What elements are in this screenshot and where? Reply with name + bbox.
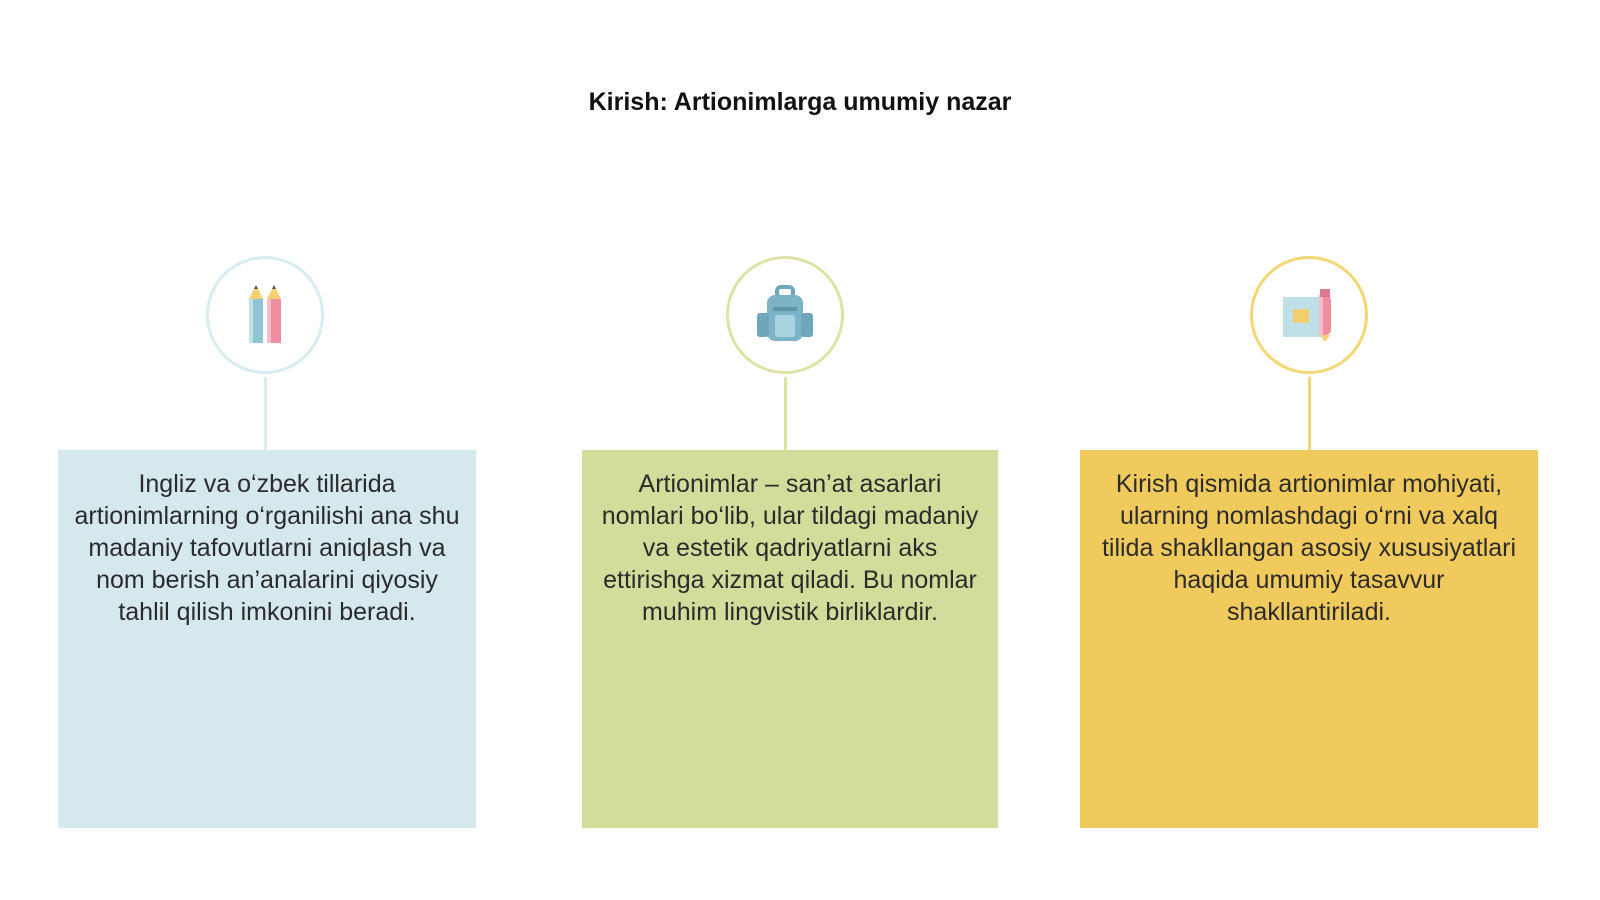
icon-circle-3 <box>1250 256 1368 374</box>
canvas-brush-icon <box>1279 285 1339 345</box>
card-3-text: Kirish qismida artionimlar mohiyati, ularning nomlashdagi o‘rni va xalq tilida shakllangan asosiy xususiyatlari haqida umumiy tasavvur shakllantiriladi. <box>1101 470 1517 626</box>
connector-2 <box>784 377 787 451</box>
connector-3 <box>1308 377 1311 451</box>
icon-circle-2 <box>726 256 844 374</box>
card-3 <box>1080 450 1538 828</box>
connector-1 <box>264 377 267 451</box>
card-1-text: Ingliz va o‘zbek tillarida artionimlarning o‘rganilishi ana shu madaniy tafovutlarni aniqlash va nom berish an’analarini qiyosiy tahlil qilish imkonini beradi. <box>74 470 460 626</box>
card-1 <box>58 450 476 828</box>
pencils-icon <box>237 283 293 347</box>
page-title: Kirish: Artionimlarga umumiy nazar <box>588 88 1012 116</box>
backpack-icon <box>755 285 815 345</box>
card-2 <box>582 450 998 828</box>
card-2-text: Artionimlar – san’at asarlari nomlari bo‘lib, ular tildagi madaniy va estetik qadriyatlarni aks ettirishga xizmat qiladi. Bu nomlar muhim lingvistik birliklardir. <box>601 470 979 626</box>
icon-circle-1 <box>206 256 324 374</box>
